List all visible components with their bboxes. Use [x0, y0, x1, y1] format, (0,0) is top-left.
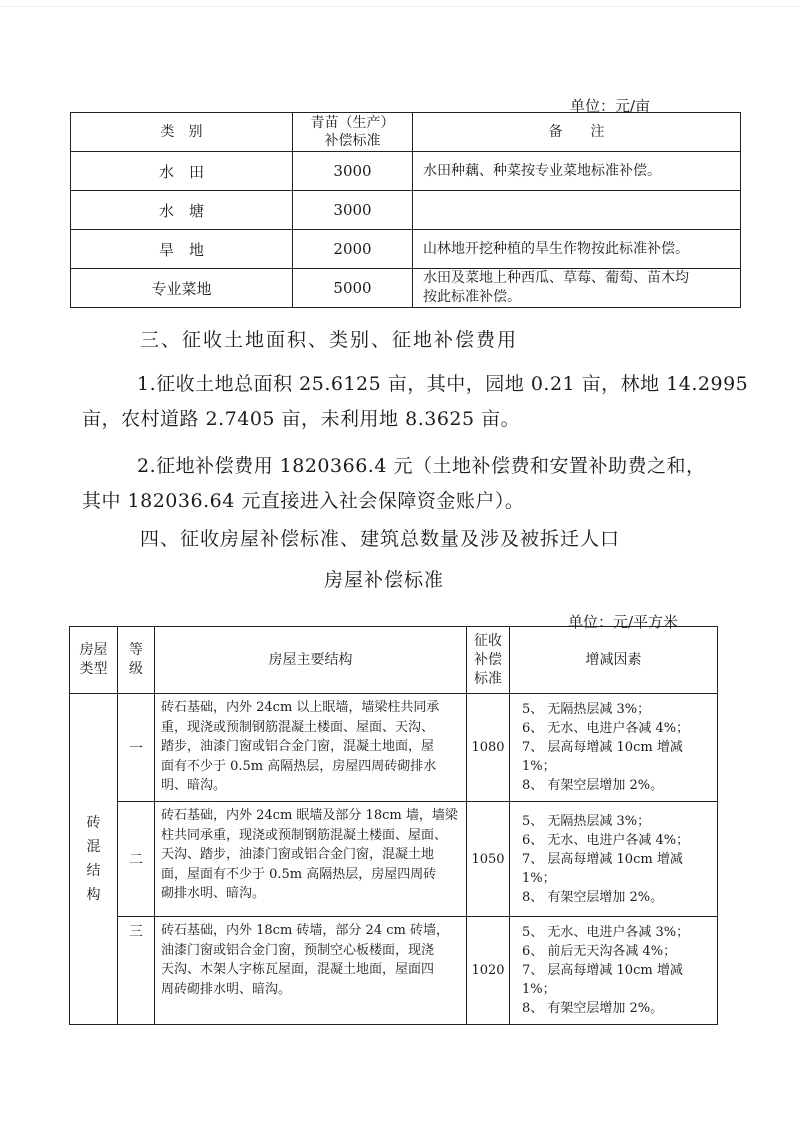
category-cell: 专业菜地 — [71, 269, 293, 308]
grade-cell: 一 — [118, 694, 155, 802]
grade-cell: 三 — [118, 917, 155, 1025]
table-row — [71, 269, 741, 308]
house-type-cell: 砖 混 结 构 — [70, 694, 118, 1025]
column-header-note: 备 注 — [413, 113, 741, 152]
column-header-house-type: 房屋 类型 — [70, 627, 118, 694]
note-line: 按此标准补偿。 — [423, 289, 521, 305]
column-header-category: 类 别 — [71, 113, 293, 152]
house-table-unit: 单位：元/平方米 — [568, 613, 679, 631]
note-cell — [413, 230, 741, 269]
table-header-row — [70, 627, 718, 694]
standard-cell: 1080 — [467, 694, 510, 802]
note-cell — [413, 191, 741, 230]
category-cell: 旱 地 — [71, 230, 293, 269]
crop-compensation-table — [70, 112, 741, 308]
table-header-row — [71, 113, 741, 152]
category-cell: 水 田 — [71, 152, 293, 191]
table-row — [71, 191, 741, 230]
paragraph-1-line-2: 亩，农村道路 2.7405 亩，未利用地 8.3625 亩。 — [82, 408, 521, 430]
section-three-heading: 三、征收土地面积、类别、征地补偿费用 — [140, 329, 519, 351]
table-row — [71, 230, 741, 269]
paragraph-1-line-1: 1.征收土地总面积 25.6125 亩，其中，园地 0.21 亩，林地 14.2995 — [137, 373, 749, 395]
column-header-grade: 等 级 — [118, 627, 155, 694]
category-cell: 水 塘 — [71, 191, 293, 230]
note-cell — [413, 269, 741, 308]
column-header-main-structure: 房屋主要结构 — [155, 627, 467, 694]
table-row-grade-2 — [70, 802, 718, 917]
standard-cell: 5000 — [293, 269, 413, 308]
house-table-title: 房屋补偿标准 — [324, 569, 445, 591]
adjustment-cell: 5、 无隔热层减 3%； 6、 无水、电进户各减 4%； 7、 层高每增减 10cm 增减 1%； 8、 有架空层增加 2%。 — [510, 802, 718, 917]
note-cell — [413, 152, 741, 191]
note-line: 山林地开挖种植的旱生作物按此标准补偿。 — [423, 240, 689, 257]
standard-cell: 3000 — [293, 191, 413, 230]
column-header-standard: 征收 补偿 标准 — [467, 627, 510, 694]
column-header-adjustments: 增减因素 — [510, 627, 718, 694]
structure-cell: 砖石基础，内外 24cm 眠墙及部分 18cm 墙，墙梁 柱共同承重，现浇或预制钢筋混凝土楼面、屋面、 天沟、踏步，油漆门窗或铝合金门窗，混凝土地 面，屋面有不少于 0.5m 高隔热层，房屋四周砖 砌排水明、暗沟。 — [155, 802, 467, 917]
table-row-grade-3 — [70, 917, 718, 1025]
table-row — [71, 152, 741, 191]
note-line: 水田及菜地上种西瓜、草莓、葡萄、苗木均 — [423, 270, 689, 286]
table-row-grade-1 — [70, 694, 718, 802]
note-line: 水田种藕、种菜按专业菜地标准补偿。 — [423, 162, 661, 179]
page-edge — [0, 6, 800, 7]
standard-cell: 2000 — [293, 230, 413, 269]
standard-cell: 3000 — [293, 152, 413, 191]
column-header-standard: 青苗（生产） 补偿标准 — [293, 113, 413, 152]
adjustment-cell: 5、 无水、电进户各减 3%； 6、 前后无天沟各减 4%； 7、 层高每增减 10cm 增减 1%； 8、 有架空层增加 2%。 — [510, 917, 718, 1025]
structure-cell: 砖石基础，内外 24cm 以上眠墙，墙梁柱共同承 重，现浇或预制钢筋混凝土楼面、屋面、天沟、 踏步，油漆门窗或铝合金门窗，混凝土地面，屋 面有不少于 0.5m 高隔热层，房屋四周砖砌排水 明、暗沟。 — [155, 694, 467, 802]
standard-cell: 1020 — [467, 917, 510, 1025]
grade-cell: 二 — [118, 802, 155, 917]
section-four-heading: 四、征收房屋补偿标准、建筑总数量及涉及被拆迁人口 — [140, 528, 621, 550]
house-compensation-table — [69, 626, 718, 1025]
paragraph-2-line-2: 其中 182036.64 元直接进入社会保障资金账户）。 — [82, 490, 525, 512]
standard-cell: 1050 — [467, 802, 510, 917]
adjustment-cell: 5、 无隔热层减 3%； 6、 无水、电进户各减 4%； 7、 层高每增减 10cm 增减 1%； 8、 有架空层增加 2%。 — [510, 694, 718, 802]
structure-cell: 砖石基础，内外 18cm 砖墙，部分 24 cm 砖墙， 油漆门窗或铝合金门窗，预制空心板楼面，现浇 天沟、木架人字栋瓦屋面，混凝土地面，屋面四 周砖砌排水明、暗沟。 — [155, 917, 467, 1025]
paragraph-2-line-1: 2.征地补偿费用 1820366.4 元（土地补偿费和安置补助费之和， — [137, 455, 706, 477]
crop-table-unit: 单位：元/亩 — [570, 97, 651, 115]
